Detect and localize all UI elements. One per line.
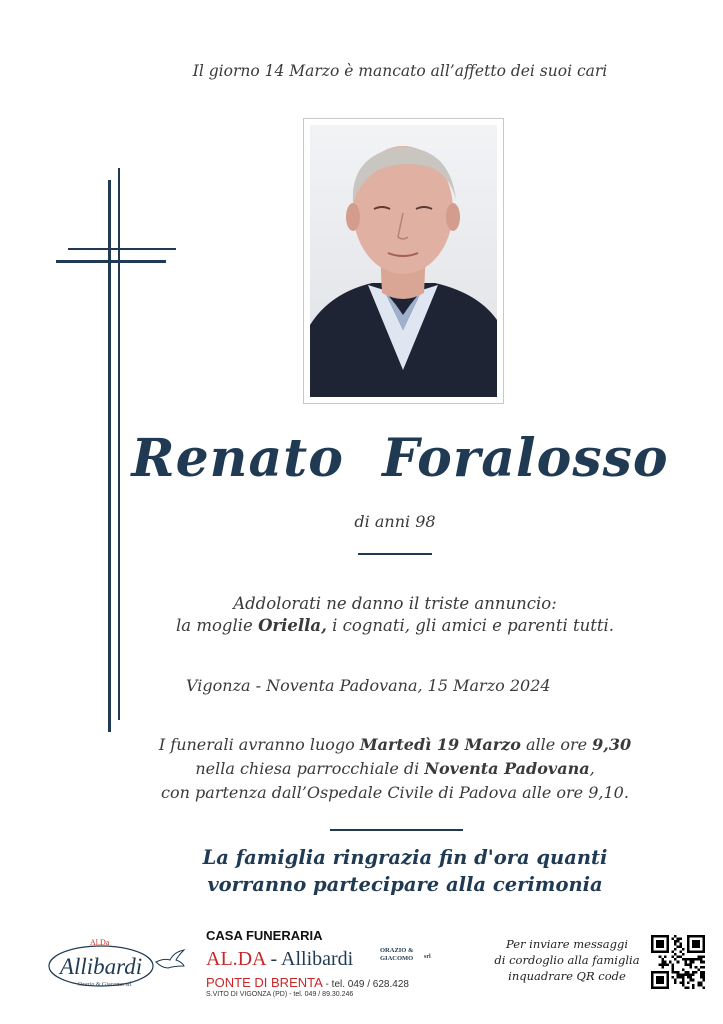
ponte-di-brenta: PONTE DI BRENTA	[206, 975, 323, 990]
allibardi-brand: Allibardi	[281, 948, 354, 970]
place-date: Vigonza - Noventa Padovana, 15 Marzo 2024	[186, 676, 551, 695]
logo-sub-text: Orazio & Giacomo srl	[78, 982, 132, 988]
qr-code-icon[interactable]	[651, 935, 705, 989]
allibardi-logo	[46, 936, 188, 996]
funeral-line-2: nella chiesa parrocchiale di Noventa Padovana,	[195, 759, 595, 778]
thanks-line-1: La famiglia ringrazia fin d'ora quanti	[202, 846, 608, 869]
svg-text:Allibardi: Allibardi	[59, 954, 143, 979]
portrait-photo	[310, 125, 497, 397]
portrait-frame	[303, 118, 504, 404]
announcement-line-1: Addolorati ne danno il triste annuncio:	[233, 594, 557, 613]
svito-phone: S.VITO DI VIGONZA (PD) - tel. 049 / 89.30.246	[206, 991, 354, 998]
intro-text: Il giorno 14 Marzo è mancato all’affetto dei suoi cari	[192, 62, 608, 80]
phone-1: - tel. 049 / 628.428	[322, 979, 409, 990]
funeral-line-1: I funerali avranno luogo Martedì 19 Marzo alle ore 9,30	[158, 735, 632, 754]
divider	[330, 829, 463, 831]
thanks-line-2: vorranno partecipare alla cerimonia	[207, 873, 603, 896]
dove-icon	[154, 948, 186, 972]
deceased-age: di anni 98	[354, 512, 436, 531]
funeral-line-3: con partenza dall’Ospedale Civile di Padova alle ore 9,10.	[161, 783, 629, 802]
deceased-name: Renato Foralosso	[131, 428, 669, 489]
divider	[358, 553, 432, 555]
alda-brand: AL.DA	[206, 948, 266, 970]
logo-top-text: Al.Da	[90, 938, 110, 947]
announcement-line-2: la moglie Oriella, i cognati, gli amici e parenti tutti.	[175, 616, 615, 635]
wife-name: Oriella,	[258, 616, 327, 635]
funeral-home-info: CASA FUNERARIA AL.DA - Allibardi ORAZIO & GIACOMO srl PONTE DI BRENTA - tel. 049 / 628.428 S.VITO DI VIGONZA (PD) - tel. 049 / 89.30.246	[206, 928, 466, 943]
qr-instructions: Per inviare messaggi di cordoglio alla famiglia inquadrare QR code	[494, 937, 640, 983]
funeral-home-title: CASA FUNERARIA	[206, 928, 323, 943]
